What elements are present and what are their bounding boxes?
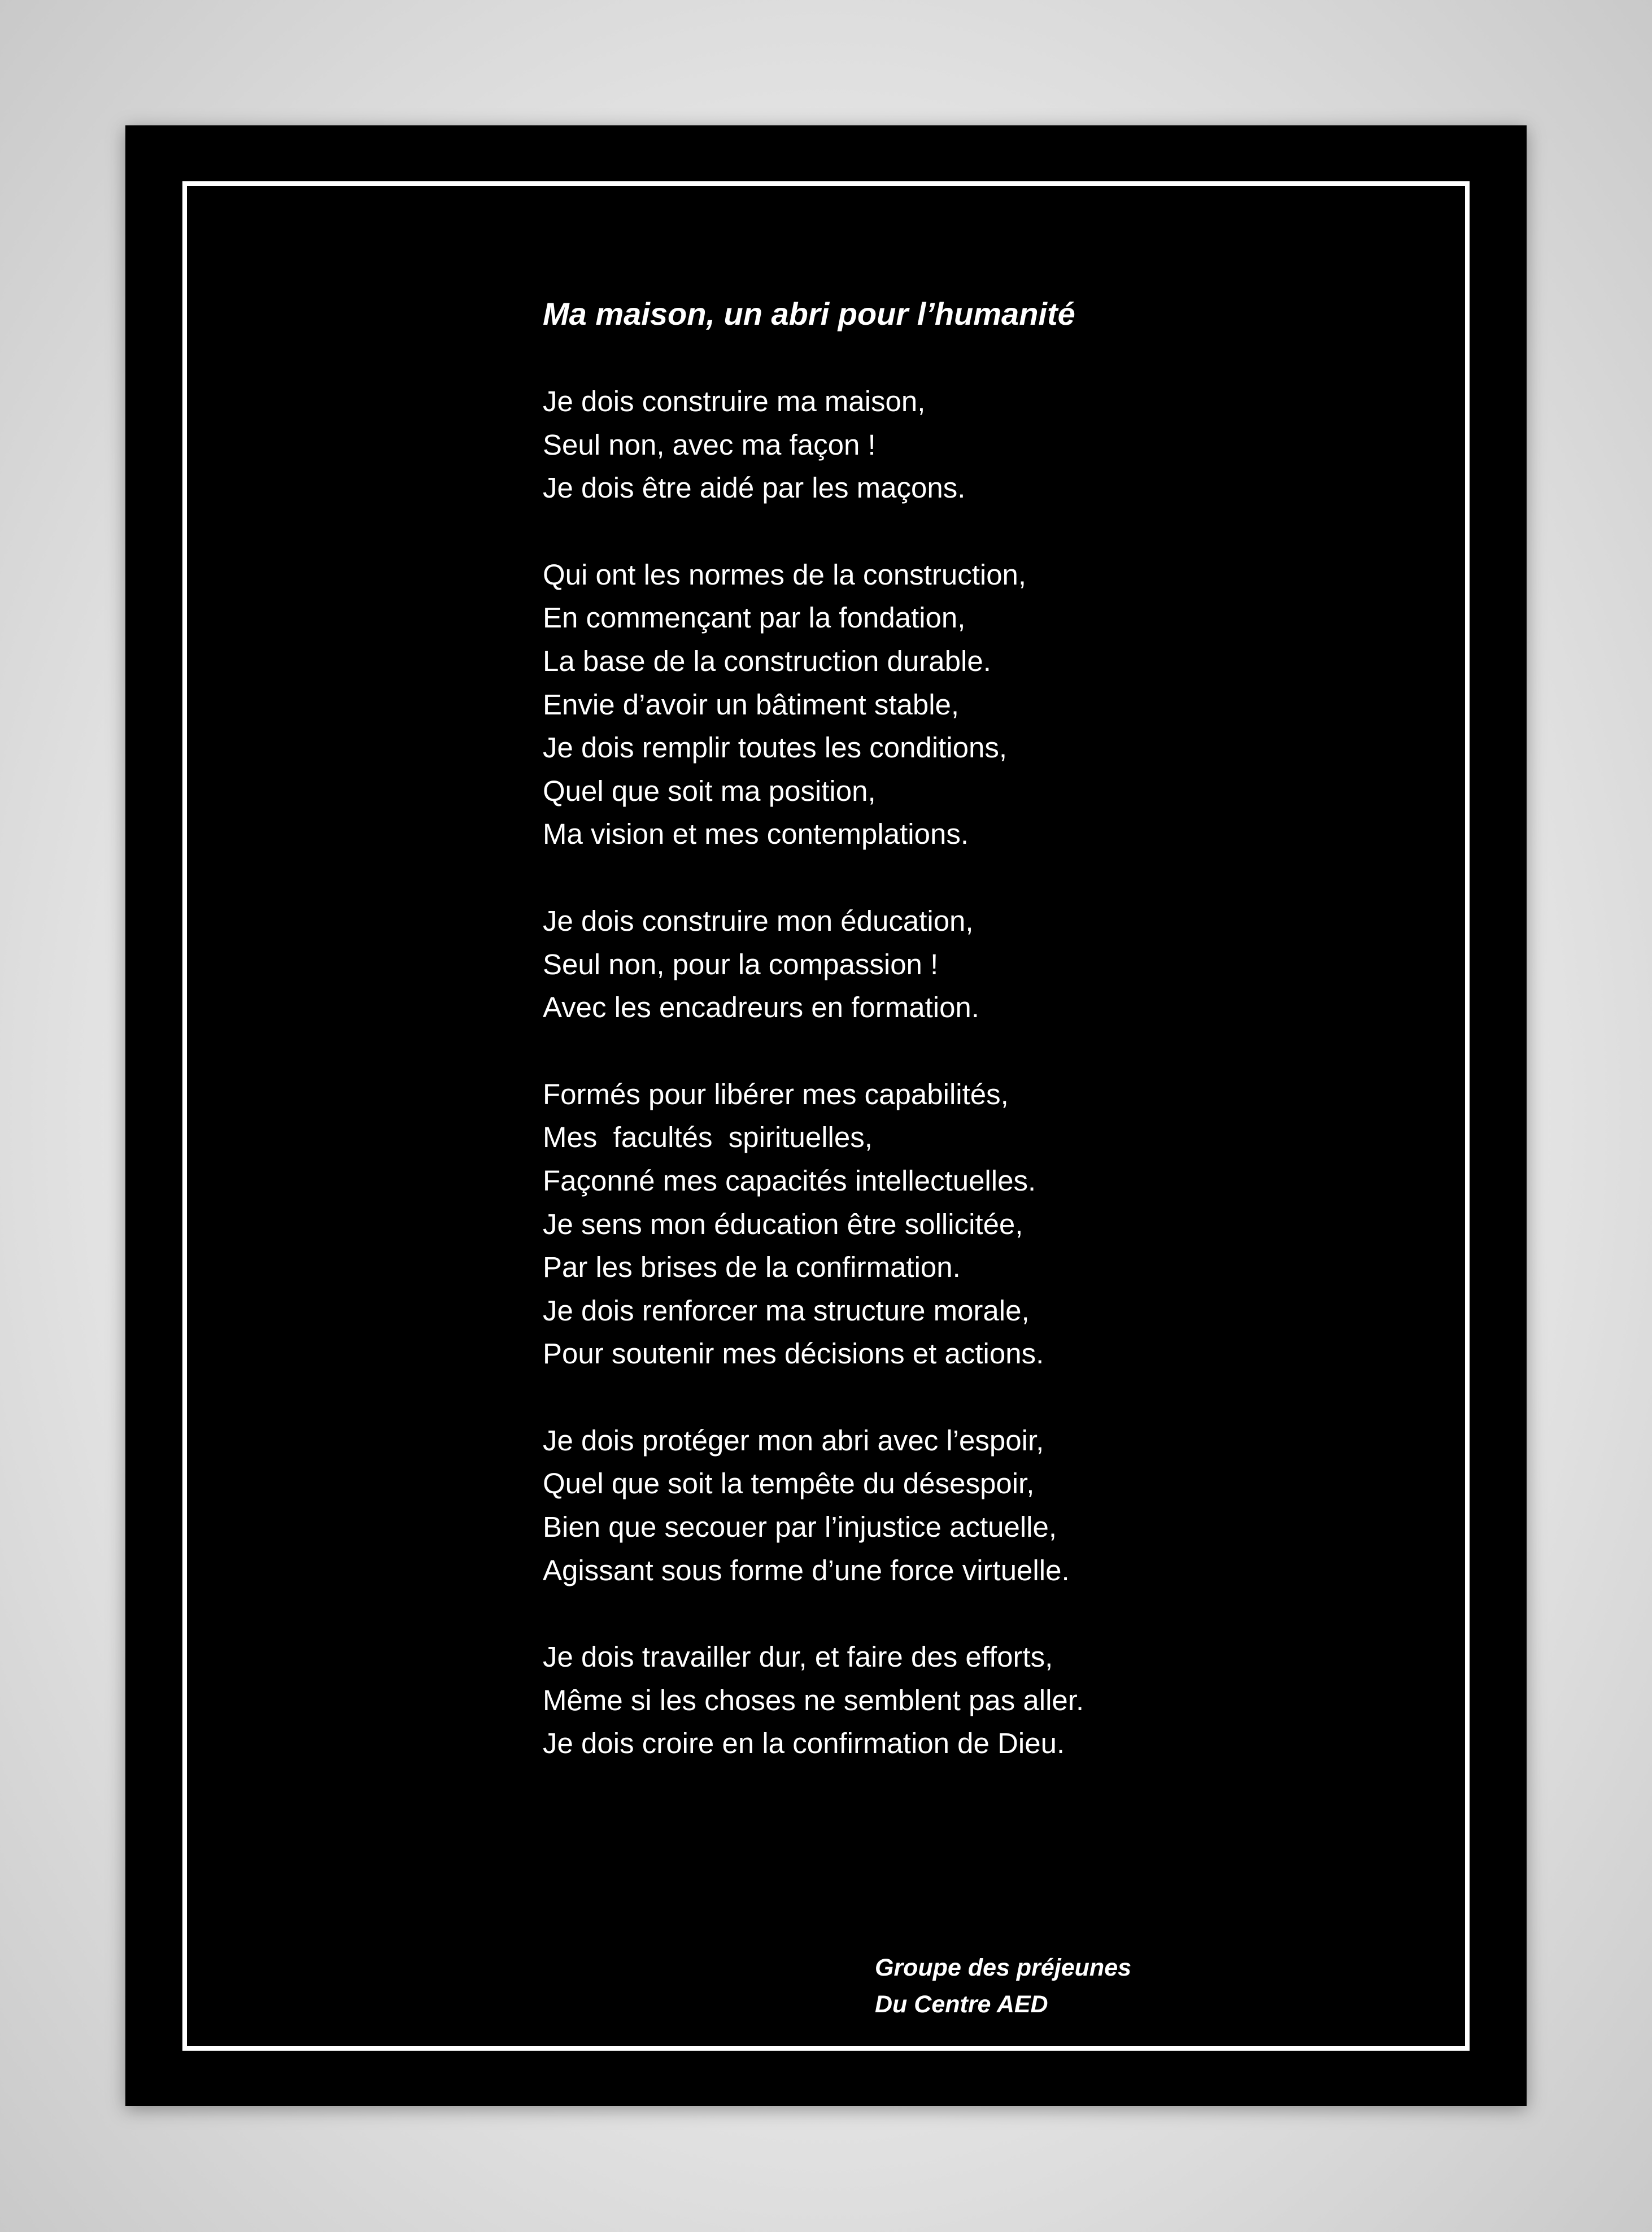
verse-line: Avec les encadreurs en formation. — [543, 991, 979, 1024]
verse-line: En commençant par la fondation, — [543, 601, 966, 634]
verse-line: Je dois croire en la confirmation de Dieu. — [543, 1727, 1065, 1760]
verse-line: Même si les choses ne semblent pas aller. — [543, 1684, 1084, 1716]
verse-line: Seul non, avec ma façon ! — [543, 428, 876, 461]
poem-poster — [125, 125, 1527, 2106]
stanza-2 — [543, 553, 1333, 856]
verse-line: Je dois construire ma maison, — [543, 385, 926, 417]
author-signature — [875, 1950, 1131, 2023]
signature-centre-name: Du Centre AED — [875, 1991, 1048, 2018]
verse-line: Qui ont les normes de la construction, — [543, 558, 1027, 591]
verse-line: Je dois renforcer ma structure morale, — [543, 1294, 1030, 1327]
verse-line: Quel que soit ma position, — [543, 774, 876, 807]
verse-line: Je dois être aidé par les maçons. — [543, 472, 966, 504]
verse-line: Bien que secouer par l’injustice actuelle, — [543, 1511, 1057, 1544]
signature-group-name: Groupe des préjeunes — [875, 1954, 1132, 1981]
verse-line: Je sens mon éducation être sollicitée, — [543, 1207, 1023, 1240]
poem-body — [543, 291, 1333, 1765]
stanza-3 — [543, 900, 1333, 1030]
verse-line: Envie d’avoir un bâtiment stable, — [543, 688, 960, 721]
verse-line: Je dois protéger mon abri avec l’espoir, — [543, 1424, 1044, 1457]
verse-line: Je dois remplir toutes les conditions, — [543, 731, 1008, 764]
verse-line: Ma vision et mes contemplations. — [543, 818, 969, 851]
verse-line: La base de la construction durable. — [543, 644, 991, 677]
verse-line: Mes facultés spirituelles, — [543, 1121, 873, 1154]
verse-line: Je dois travailler dur, et faire des efforts, — [543, 1641, 1053, 1673]
verse-line: Seul non, pour la compassion ! — [543, 948, 939, 980]
verse-line: Par les brises de la confirmation. — [543, 1251, 961, 1284]
verse-line: Pour soutenir mes décisions et actions. — [543, 1337, 1044, 1370]
stanza-5 — [543, 1419, 1333, 1592]
stanza-6 — [543, 1636, 1333, 1765]
stanza-1 — [543, 380, 1333, 510]
verse-line: Formés pour libérer mes capabilités, — [543, 1078, 1009, 1110]
stanza-4 — [543, 1073, 1333, 1376]
verse-line: Je dois construire mon éducation, — [543, 904, 974, 937]
verse-line: Quel que soit la tempête du désespoir, — [543, 1467, 1035, 1500]
verse-line: Façonné mes capacités intellectuelles. — [543, 1164, 1036, 1197]
poem-title: Ma maison, un abri pour l’humanité — [543, 296, 1075, 332]
verse-line: Agissant sous forme d’une force virtuelle. — [543, 1554, 1070, 1586]
